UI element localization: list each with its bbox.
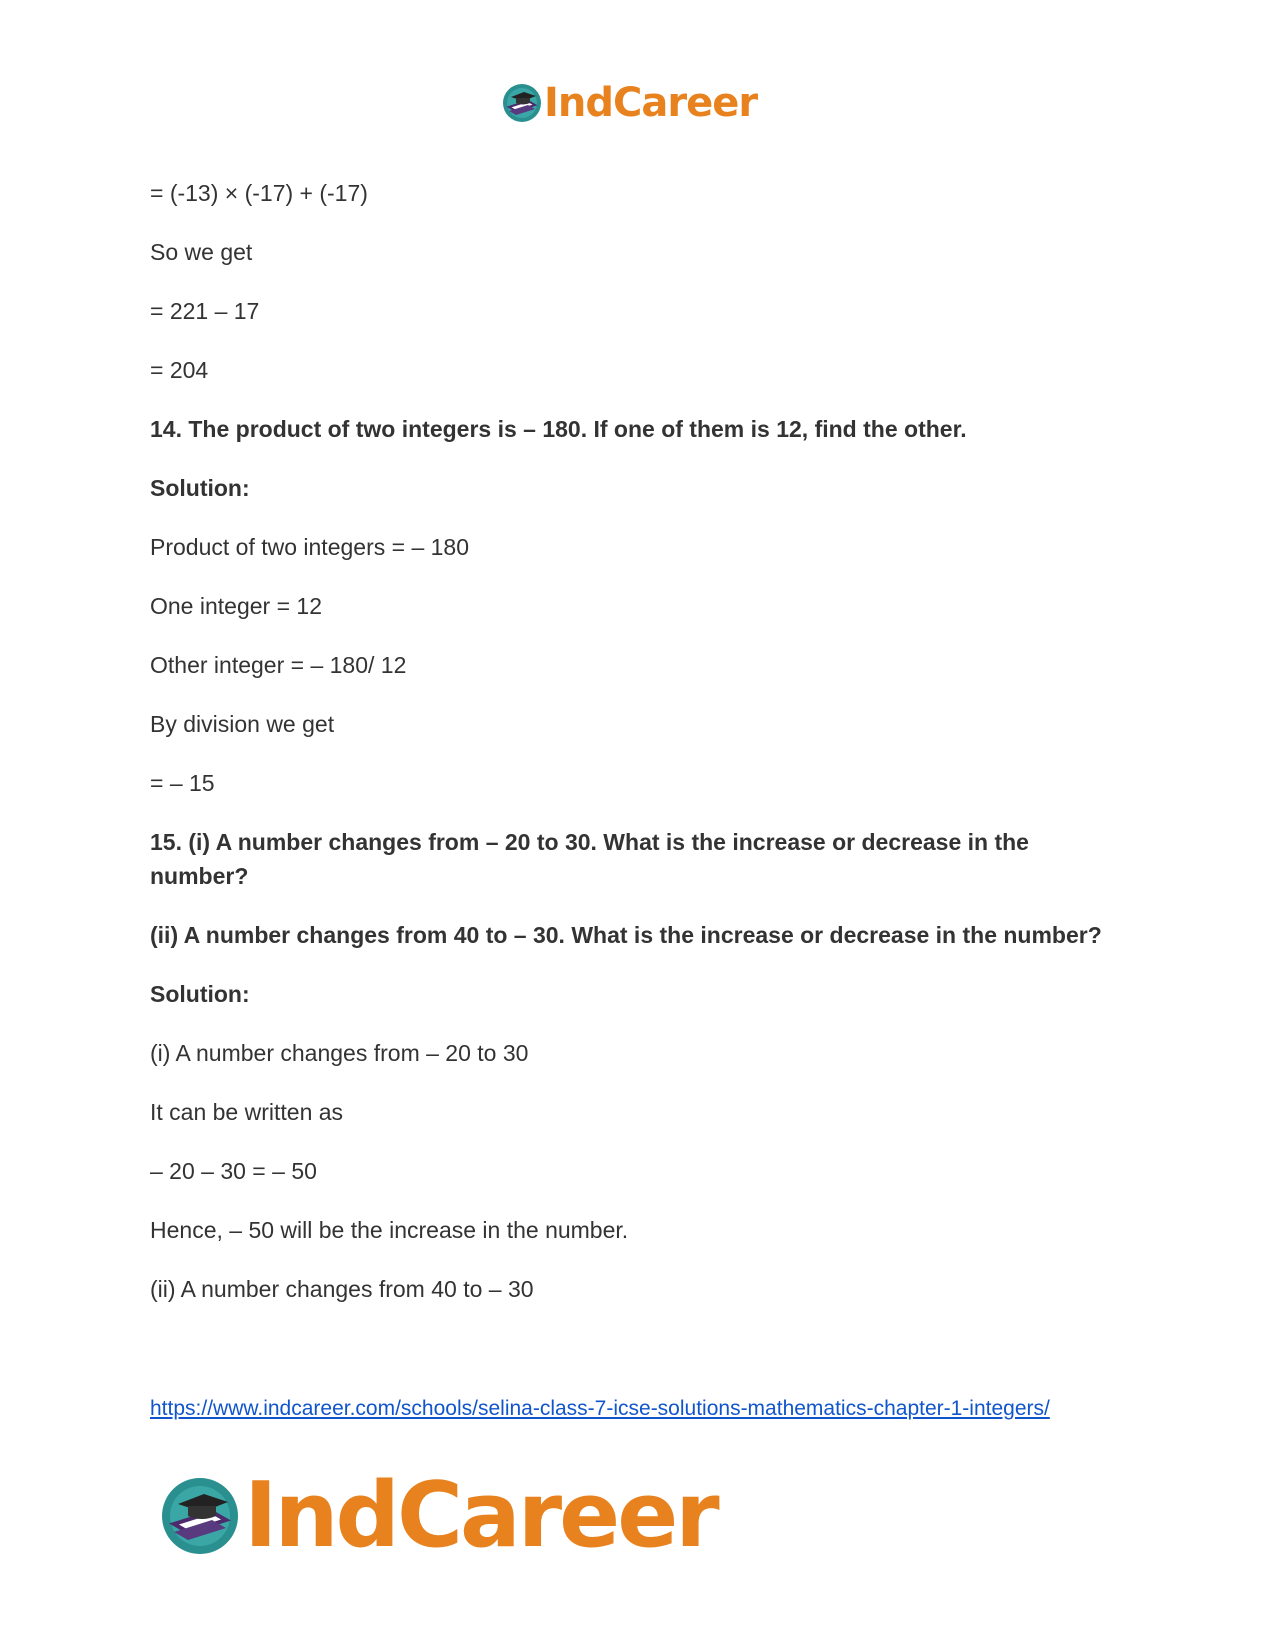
solution-line: = (-13) × (-17) + (-17) — [150, 180, 368, 206]
question-heading: Solution: — [150, 475, 250, 501]
footer-logo — [160, 1463, 717, 1568]
logo-text: IndCareer — [544, 80, 758, 126]
solution-line: One integer = 12 — [150, 593, 322, 619]
question-heading: (ii) A number changes from 40 to – 30. What is the increase or decrease in the number? — [150, 922, 1102, 948]
question-heading: 15. (i) A number changes from – 20 to 30. What is the increase or decrease in the number? — [150, 829, 1029, 889]
solution-line: (i) A number changes from – 20 to 30 — [150, 1040, 529, 1066]
solution-line: = 204 — [150, 357, 209, 383]
solution-line: Other integer = – 180/ 12 — [150, 652, 407, 678]
solution-line: Hence, – 50 will be the increase in the number. — [150, 1217, 629, 1243]
graduation-cap-book-icon — [160, 1476, 240, 1556]
question-heading: Solution: — [150, 981, 250, 1007]
solution-line: (ii) A number changes from 40 to – 30 — [150, 1276, 534, 1302]
question-heading: 14. The product of two integers is – 180. If one of them is 12, find the other. — [150, 416, 967, 442]
source-url-link[interactable]: https://www.indcareer.com/schools/selina-class-7-icse-solutions-mathematics-chapter-1-integers/ — [150, 1397, 1050, 1420]
solution-line: = – 15 — [150, 770, 215, 796]
graduation-cap-book-icon — [502, 83, 542, 123]
document-body — [150, 176, 1130, 1331]
solution-line: By division we get — [150, 711, 335, 737]
solution-line: = 221 – 17 — [150, 298, 260, 324]
solution-line: So we get — [150, 239, 253, 265]
solution-line: It can be written as — [150, 1099, 344, 1125]
solution-line: – 20 – 30 = – 50 — [150, 1158, 317, 1184]
solution-line: Product of two integers = – 180 — [150, 534, 470, 560]
header-logo — [502, 80, 757, 126]
logo-text: IndCareer — [244, 1463, 717, 1568]
